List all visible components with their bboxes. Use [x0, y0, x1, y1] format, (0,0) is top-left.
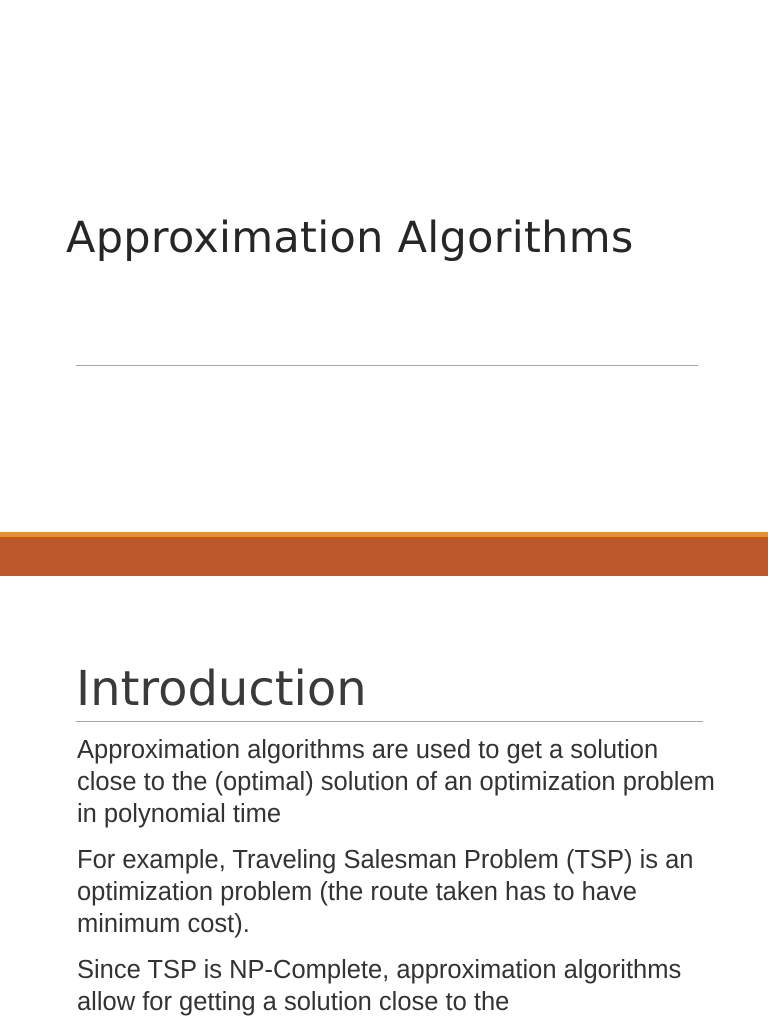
- content-slide: [0, 576, 768, 1024]
- body-paragraph: Since TSP is NP-Complete, approximation algorithms allow for getting a solution close to the: [77, 956, 682, 1016]
- body-paragraph: For example, Traveling Salesman Problem (TSP) is an optimization problem (the route taken has to have minimum cost).: [77, 846, 694, 938]
- body-text: [77, 734, 717, 1024]
- body-paragraph: Approximation algorithms are used to get a solution close to the (optimal) solution of an optimization problem in polynomial time: [77, 736, 715, 828]
- heading-divider: [76, 721, 703, 722]
- slide-title: Approximation Algorithms: [66, 213, 634, 263]
- section-heading: Introduction: [76, 661, 367, 717]
- title-divider: [76, 365, 698, 366]
- slide-separator-band: [0, 537, 768, 576]
